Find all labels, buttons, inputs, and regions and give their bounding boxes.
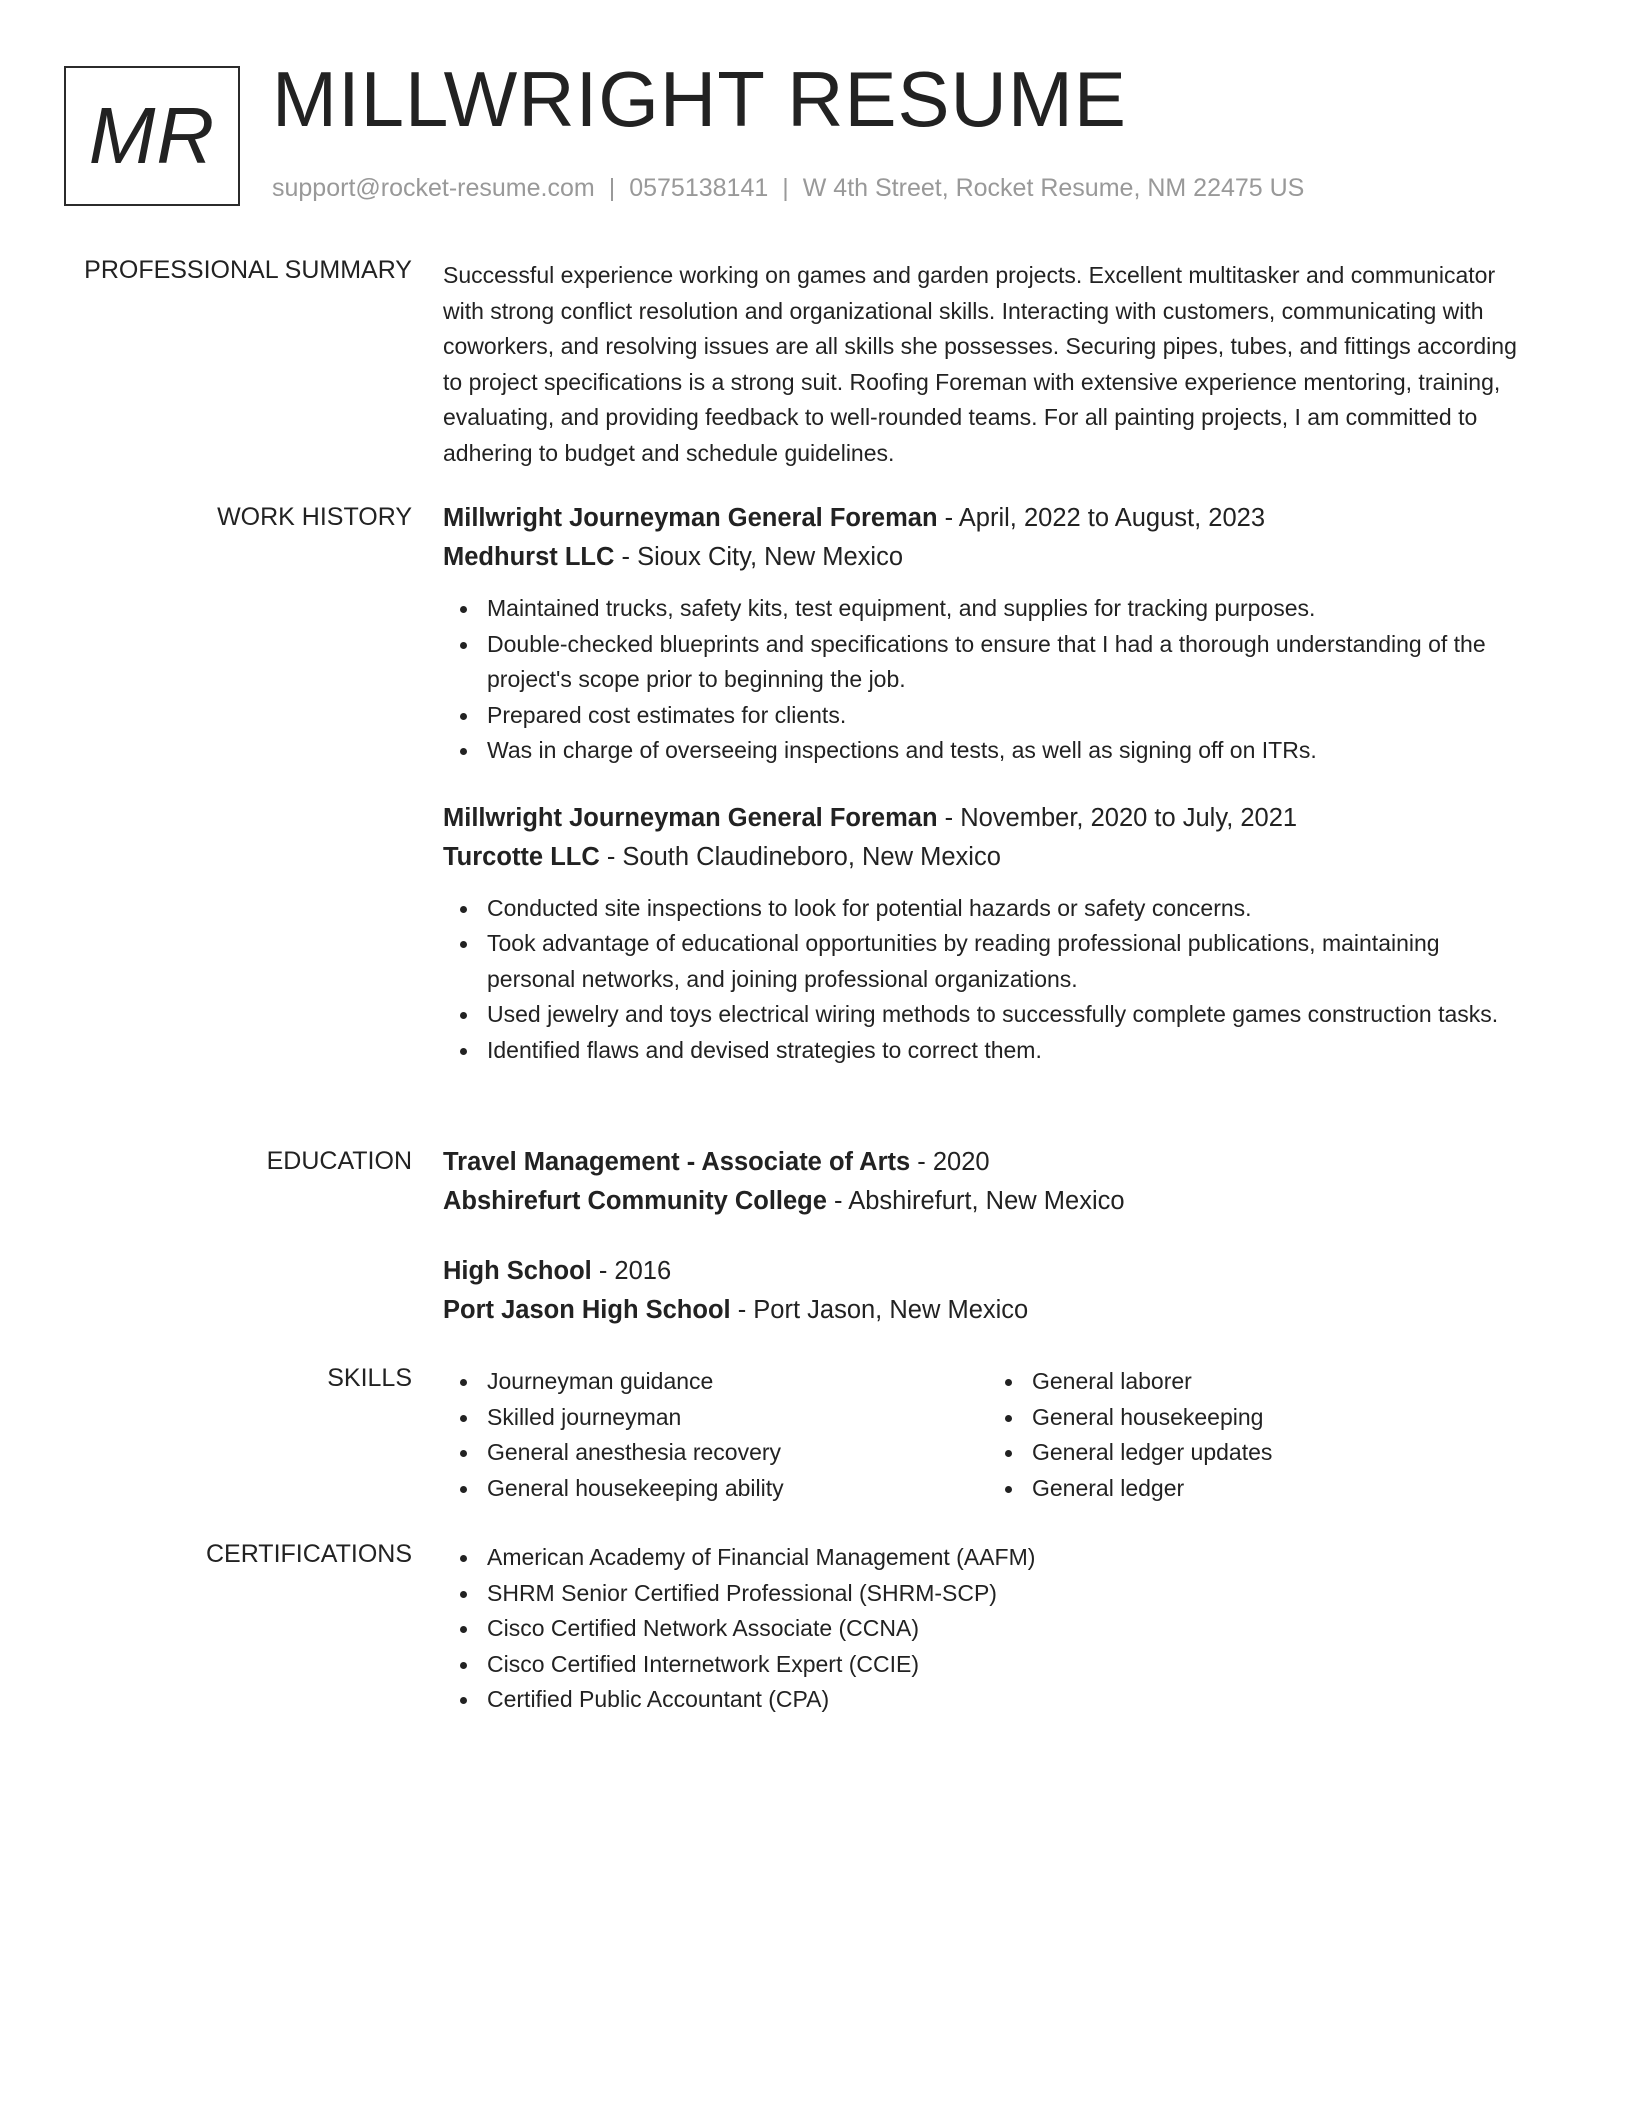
education-school: Abshirefurt Community College (443, 1187, 827, 1215)
skills-list-left (443, 1364, 988, 1506)
job-title-line (443, 499, 1533, 538)
job-company-line (443, 538, 1533, 577)
job-title: Millwright Journeyman General Foreman (443, 504, 938, 532)
skill-item: General housekeeping (988, 1400, 1533, 1436)
job-title-line (443, 799, 1533, 838)
skill-item: Skilled journeyman (443, 1400, 988, 1436)
contact-phone[interactable]: 0575138141 (629, 174, 769, 202)
certification-item: SHRM Senior Certified Professional (SHRM-SCP) (443, 1576, 1533, 1612)
job-dates: - November, 2020 to July, 2021 (937, 803, 1298, 832)
contact-address: W 4th Street, Rocket Resume, NM 22475 US (802, 174, 1305, 202)
summary-text: Successful experience working on games and garden projects. Excellent multitasker and communicator with strong conflict resolution and organizational skills. Interacting with customers, communicating with coworkers, and resolving issues are all skills she possesses. Securing pipes, tubes, and fittings according to project specifications is a strong suit. Roofing Foreman with extensive experience mentoring, training, evaluating, and providing feedback to well-rounded teams. For all painting projects, I am committed to adhering to budget and schedule guidelines. (443, 262, 1517, 466)
education-degree-line (443, 1143, 1533, 1182)
education-location: - Port Jason, New Mexico (730, 1296, 1029, 1324)
job-bullet: Identified flaws and devised strategies to correct them. (443, 1033, 1533, 1069)
job-bullet: Conducted site inspections to look for potential hazards or safety concerns. (443, 891, 1533, 927)
contact-separator: | (608, 174, 616, 202)
job-location: - South Claudineboro, New Mexico (599, 842, 1001, 871)
education-year: - 2016 (591, 1257, 672, 1285)
work-history-label: WORK HISTORY (217, 503, 412, 531)
skill-item: General housekeeping ability (443, 1471, 988, 1507)
education-entry (443, 1143, 1533, 1221)
job-company-line (443, 838, 1533, 877)
job-company: Medhurst LLC (443, 543, 615, 571)
certifications-list (443, 1540, 1533, 1718)
skill-item: General anesthesia recovery (443, 1435, 988, 1471)
certifications-label: CERTIFICATIONS (205, 1540, 412, 1568)
skill-item: General ledger (988, 1471, 1533, 1507)
contact-email[interactable]: support@rocket-resume.com (272, 174, 595, 202)
skill-item: General laborer (988, 1364, 1533, 1400)
education-degree: High School (443, 1257, 592, 1285)
skills-label: SKILLS (327, 1364, 412, 1392)
certification-item: Certified Public Accountant (CPA) (443, 1682, 1533, 1718)
job-bullet: Double-checked blueprints and specifications to ensure that I had a thorough understanding of the project's scope prior to beginning the job. (443, 627, 1533, 698)
resume-title: MILLWRIGHT RESUME (272, 55, 1127, 143)
job-bullet: Was in charge of overseeing inspections and tests, as well as signing off on ITRs. (443, 733, 1533, 769)
skill-item: Journeyman guidance (443, 1364, 988, 1400)
job-location: - Sioux City, New Mexico (614, 543, 903, 571)
contact-separator: | (782, 174, 789, 202)
education-school-line (443, 1182, 1533, 1221)
summary-label: PROFESSIONAL SUMMARY (84, 256, 412, 284)
education-school: Port Jason High School (443, 1296, 731, 1324)
job-dates: - April, 2022 to August, 2023 (937, 504, 1266, 532)
job-bullet: Used jewelry and toys electrical wiring methods to successfully complete games construction tasks. (443, 997, 1533, 1033)
education-year: - 2020 (910, 1148, 990, 1176)
education-school-line (443, 1291, 1533, 1330)
certification-item: Cisco Certified Network Associate (CCNA) (443, 1611, 1533, 1647)
job-entry (443, 799, 1533, 1069)
job-title: Millwright Journeyman General Foreman (443, 803, 938, 832)
certification-item: American Academy of Financial Management (AAFM) (443, 1540, 1533, 1576)
job-company: Turcotte LLC (443, 842, 600, 871)
skill-item: General ledger updates (988, 1435, 1533, 1471)
education-degree-line (443, 1252, 1533, 1291)
job-bullet: Took advantage of educational opportunities by reading professional publications, maintaining personal networks, and joining professional organizations. (443, 926, 1533, 997)
education-location: - Abshirefurt, New Mexico (826, 1187, 1125, 1215)
skills-list-right (988, 1364, 1533, 1506)
education-entry (443, 1252, 1533, 1330)
job-bullet: Prepared cost estimates for clients. (443, 698, 1533, 734)
job-bullet-list (443, 891, 1533, 1069)
contact-line (272, 174, 1304, 203)
skills-columns (443, 1364, 1533, 1506)
monogram-badge (64, 66, 240, 206)
job-bullet-list (443, 591, 1533, 769)
job-bullet: Maintained trucks, safety kits, test equipment, and supplies for tracking purposes. (443, 591, 1533, 627)
certification-item: Cisco Certified Internetwork Expert (CCIE) (443, 1647, 1533, 1683)
monogram-text: MR (88, 91, 216, 180)
job-entry (443, 499, 1533, 769)
education-label: EDUCATION (266, 1147, 412, 1175)
education-degree: Travel Management - Associate of Arts (443, 1148, 911, 1176)
